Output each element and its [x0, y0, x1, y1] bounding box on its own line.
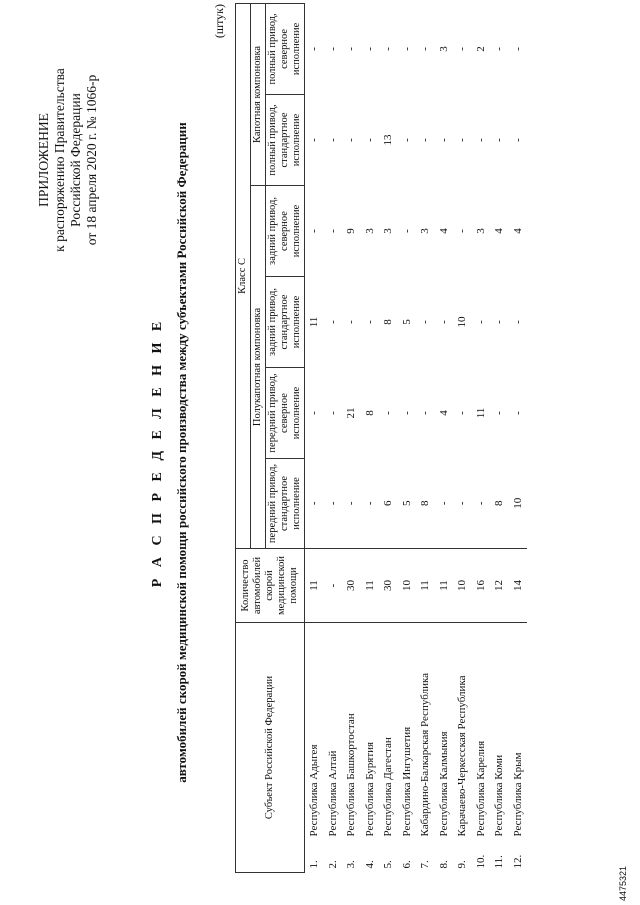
row-number: 10. [474, 854, 487, 869]
header-quantity: Количество автомобилей скорой медицинской помощи [236, 548, 305, 622]
row-cell: 4 [437, 410, 450, 416]
row-cell: - [382, 411, 394, 415]
row-cell: 5 [400, 319, 413, 325]
row-quantity: 11 [361, 548, 380, 622]
row-quantity: 10 [398, 548, 417, 622]
row-cell: - [400, 229, 413, 233]
distribution-table [235, 3, 527, 873]
row-subject: Карачаево-Черкесская Республика [456, 675, 468, 837]
row-cell: - [305, 458, 324, 548]
row-cell: - [363, 138, 376, 142]
row-quantity: 11 [435, 548, 454, 622]
row-cell: - [419, 320, 431, 324]
row-subject: Республика Башкортостан [345, 713, 357, 837]
row-cell: - [342, 458, 361, 548]
row-cell: - [400, 138, 413, 142]
row-number: 2. [326, 860, 339, 869]
row-cell: 11 [474, 407, 487, 419]
row-cell: - [400, 47, 413, 51]
header-awd-standard: полный привод, стандартное исполнение [266, 94, 305, 185]
row-subject: Республика Алтай [326, 750, 339, 837]
appendix-header [36, 60, 100, 260]
row-quantity: 11 [305, 548, 324, 622]
row-number: 11. [493, 855, 505, 869]
row-cell: - [511, 320, 524, 324]
row-subject: Республика Коми [493, 754, 505, 837]
row-cell: - [437, 138, 450, 142]
table-row [305, 3, 324, 872]
row-cell: 4 [437, 228, 450, 234]
row-cell: - [456, 138, 468, 142]
row-cell: - [472, 458, 491, 548]
row-subject: Республика Бурятия [363, 741, 376, 837]
row-cell: 3 [437, 46, 450, 52]
header-awd-north: полный привод, северное исполнение [266, 3, 305, 94]
row-cell: - [419, 47, 431, 51]
header-front-north: передний привод, северное исполнение [266, 367, 305, 458]
row-cell: - [474, 138, 487, 142]
table-row [435, 3, 454, 872]
header-rear-north: задний привод, северное исполнение [266, 185, 305, 276]
appendix-line-1: к распоряжению Правительства [52, 68, 67, 252]
table-row [379, 3, 398, 872]
row-subject: Республика Адыгея [308, 744, 320, 837]
document-title: Р А С П Р Е Д Е Л Е Н И Е [150, 317, 165, 588]
row-cell: - [493, 138, 505, 142]
row-cell: - [419, 138, 431, 142]
row-cell: - [511, 411, 524, 415]
row-cell: 2 [474, 46, 487, 52]
row-number: 3. [345, 860, 357, 869]
row-subject: Республика Дагестан [382, 737, 394, 837]
row-quantity: 16 [472, 548, 491, 622]
appendix-line-3: от 18 апреля 2020 г. № 1066-р [84, 74, 99, 246]
row-cell: - [345, 320, 357, 324]
row-cell: 3 [419, 228, 431, 234]
row-quantity: 10 [453, 548, 472, 622]
appendix-title: ПРИЛОЖЕНИЕ [36, 113, 51, 207]
row-cell: 3 [363, 228, 376, 234]
row-cell: - [326, 47, 339, 51]
row-cell: 10 [509, 458, 528, 548]
row-cell: - [511, 47, 524, 51]
row-subject: Республика Крым [511, 752, 524, 837]
row-cell: 13 [382, 134, 394, 146]
row-cell: 3 [382, 228, 394, 234]
row-cell: - [493, 47, 505, 51]
row-cell: 8 [363, 410, 376, 416]
row-number: 5. [382, 860, 394, 869]
row-cell: 8 [490, 458, 509, 548]
row-cell: 11 [308, 316, 320, 328]
row-cell: - [345, 138, 357, 142]
row-quantity: 30 [342, 548, 361, 622]
row-cell: 3 [474, 228, 487, 234]
row-cell: - [326, 138, 339, 142]
row-cell: - [493, 411, 505, 415]
row-number: 9. [456, 860, 468, 869]
row-cell: - [324, 458, 343, 548]
row-cell: - [493, 320, 505, 324]
row-cell: - [419, 411, 431, 415]
row-number: 12. [511, 854, 524, 869]
row-number: 7. [419, 860, 431, 869]
units-label: (штук) [212, 4, 226, 39]
row-cell: - [326, 229, 339, 233]
row-subject: Республика Калмыкия [437, 731, 450, 837]
row-cell: 21 [345, 407, 357, 419]
row-number: 4. [363, 860, 376, 869]
row-quantity: 11 [416, 548, 435, 622]
row-cell: - [363, 320, 376, 324]
row-cell: 6 [379, 458, 398, 548]
row-cell: - [308, 411, 320, 415]
table-row [472, 3, 491, 872]
table-row [361, 3, 380, 872]
table-row [490, 3, 509, 872]
table-row [416, 3, 435, 872]
header-semi-hood: Полукапотная компоновка [251, 185, 266, 548]
row-quantity: 30 [379, 548, 398, 622]
row-quantity: - [324, 548, 343, 622]
row-cell: - [437, 320, 450, 324]
row-quantity: 14 [509, 548, 528, 622]
row-cell: - [308, 138, 320, 142]
row-cell: - [363, 47, 376, 51]
table-row [324, 3, 343, 872]
row-number: 8. [437, 860, 450, 869]
row-cell: - [400, 411, 413, 415]
table-row [453, 3, 472, 872]
table-row [398, 3, 417, 872]
row-number: 1. [308, 860, 320, 869]
row-cell: 9 [345, 228, 357, 234]
row-cell: 8 [416, 458, 435, 548]
table-row [509, 3, 528, 872]
row-cell: - [456, 229, 468, 233]
row-cell: - [345, 47, 357, 51]
table-row [342, 3, 361, 872]
row-cell: - [456, 411, 468, 415]
row-subject: Кабардино-Балкарская Республика [419, 672, 431, 837]
row-cell: - [326, 411, 339, 415]
document-id: 4475321 [618, 865, 628, 901]
row-cell: - [308, 47, 320, 51]
row-cell: - [308, 229, 320, 233]
row-number: 6. [400, 860, 413, 869]
row-cell: 8 [382, 319, 394, 325]
row-cell: - [326, 320, 339, 324]
row-cell: 4 [493, 228, 505, 234]
header-hood: Капотная компоновка [251, 3, 266, 185]
row-cell: - [456, 47, 468, 51]
row-cell: - [382, 47, 394, 51]
header-front-standard: передний привод, стандартное исполнение [266, 458, 305, 548]
document-subtitle: автомобилей скорой медицинской помощи российского производства между субъектами Российской Федерации [174, 122, 189, 783]
header-rear-standard: задний привод, стандартное исполнение [266, 276, 305, 367]
appendix-line-2: Российской Федерации [68, 93, 83, 227]
row-cell: - [511, 138, 524, 142]
row-cell: - [435, 458, 454, 548]
row-cell: 10 [456, 316, 468, 328]
row-subject: Республика Карелия [474, 740, 487, 837]
row-quantity: 12 [490, 548, 509, 622]
header-subject: Субъект Российской Федерации [236, 622, 305, 872]
row-cell: - [474, 320, 487, 324]
header-class-c: Класс С [236, 3, 251, 548]
row-cell: 4 [511, 228, 524, 234]
row-cell: 5 [398, 458, 417, 548]
row-cell: - [361, 458, 380, 548]
row-cell: - [453, 458, 472, 548]
row-subject: Республика Ингушетия [400, 726, 413, 837]
